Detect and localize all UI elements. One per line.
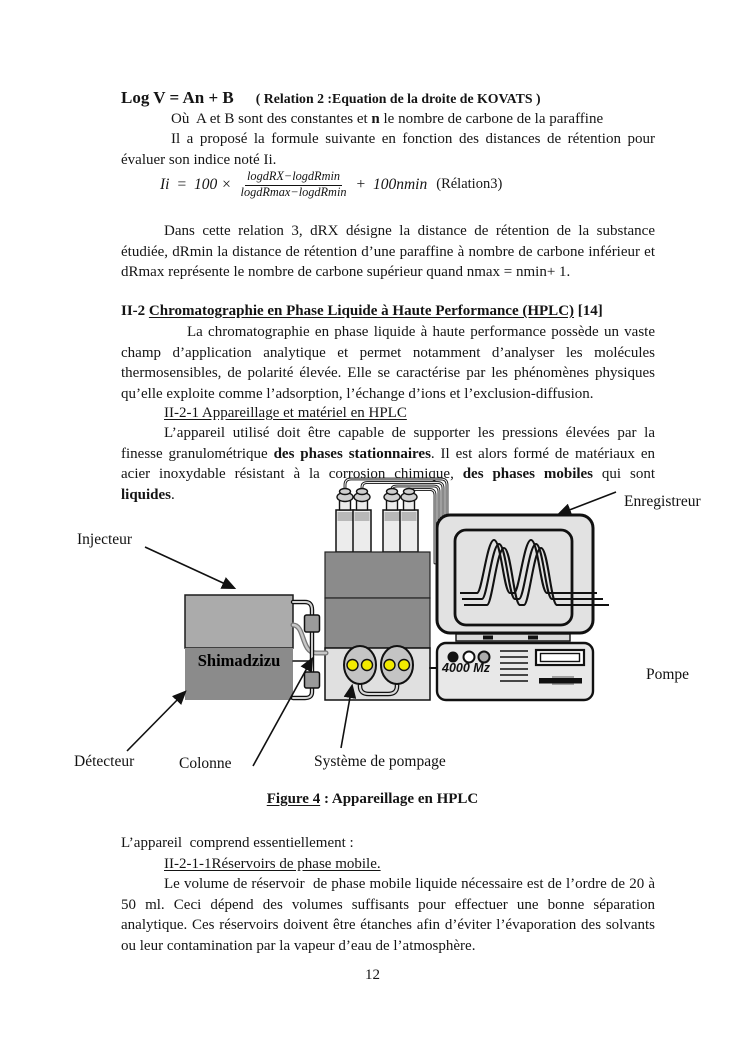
section-number: II-2	[121, 303, 149, 319]
formula-denominator: logdRmax−logdRmin	[240, 184, 347, 199]
kovats-equation: Log V = An + B	[121, 88, 234, 107]
bottle-4	[400, 489, 418, 553]
arrow-detecteur	[127, 692, 185, 751]
appareil-text-4: .	[171, 486, 175, 503]
drive-bar	[539, 678, 582, 684]
injector-module	[185, 595, 293, 700]
label-detecteur: Détecteur	[74, 753, 135, 770]
phases-mobiles-bold: des phases mobiles	[462, 466, 594, 482]
arrow-injecteur	[145, 547, 234, 588]
label-pompe: Pompe	[646, 666, 690, 683]
kovats-heading	[121, 88, 541, 108]
page-number: 12	[365, 967, 380, 983]
injector-top	[185, 595, 293, 648]
paragraph-volume: Le volume de réservoir de phase mobile liquide nécessaire est de l’ordre de 20 à 50 ml. Ceci dépend des volumes suffisants pour effectuer une bonne séparation analytique. Ces réservoirs doivent être étanches afin d’éviter l’évaporation des solvants ou leur contamination par la vapeur d’eau de l’atmosphère.	[121, 876, 655, 954]
pump-piston-3	[384, 660, 395, 671]
appareil-text-2: . Il est alors formé de matériaux en acier inoxydable résistant à la corrosion chimique,	[121, 445, 655, 482]
section-heading-hplc	[121, 301, 603, 322]
subsection-title: II-2-1 Appareillage et matériel en HPLC	[164, 405, 407, 421]
pump-module-mid	[325, 598, 430, 648]
bottle-3	[383, 489, 401, 553]
arrow-enregistreur	[559, 492, 616, 514]
kovats-formula	[160, 170, 502, 200]
label-colonne: Colonne	[179, 755, 232, 772]
formula-relation-label: (Rélation3)	[436, 176, 503, 193]
section-citation: [14]	[574, 303, 603, 319]
paragraph-comprend: L’appareil comprend essentiellement :	[121, 835, 354, 851]
pump-piston-2	[362, 660, 373, 671]
monitor	[437, 515, 609, 641]
formula-lhs: Ii	[160, 175, 170, 193]
pump-module-top	[325, 552, 430, 598]
kovats-relation-note: ( Relation 2 :Equation de la droite de KOVATS )	[255, 91, 541, 106]
paragraph-relation3: Dans cette relation 3, dRX désigne la distance de rétention de la substance étudiée, dRmin la distance de rétention d’une paraffine à nombre de carbone inférieur et dRmax représente le nombre de carbone supérieur quand nmax = nmin+ 1.	[121, 223, 655, 280]
label-systeme-pompage: Système de pompage	[314, 753, 446, 770]
pump-piston-1	[347, 660, 358, 671]
monitor-stand	[456, 634, 570, 641]
ou-text-end: le nombre de carbone de la paraffine	[379, 111, 604, 127]
stand-mark-1	[483, 636, 493, 640]
drive-slot	[536, 650, 584, 665]
liquides-bold: liquides	[121, 486, 172, 503]
stand-mark-2	[528, 636, 538, 640]
formula-tail: 100nmin	[372, 175, 428, 193]
hplc-figure	[0, 470, 745, 785]
pump-module	[325, 552, 430, 700]
ou-text: Où A et B sont des constantes et	[171, 111, 372, 127]
formula-numerator: logdRX−logdRmin	[245, 170, 342, 186]
kovats-constants-line	[171, 109, 603, 130]
label-enregistreur: Enregistreur	[624, 493, 701, 510]
appareil-text-1: L’appareil utilisé doit être capable de supporter les pressions élevées par la finesse granulométrique	[121, 425, 655, 462]
figure-caption-text: : Appareillage en HPLC	[320, 791, 479, 807]
appareil-text-3: qui sont	[593, 466, 655, 482]
paragraph-propose: Il a proposé la formule suivante en fonction des distances de rétention pour évaluer son indice noté Ii.	[121, 131, 655, 168]
formula-equals: =	[176, 175, 187, 193]
bottle-1	[336, 489, 354, 553]
section-title: Chromatographie en Phase Liquide à Haute Performance (HPLC)	[148, 303, 575, 319]
pump-piston-4	[399, 660, 410, 671]
formula-plus: +	[355, 175, 366, 193]
hplc-diagram	[0, 470, 745, 785]
phases-stationnaires-bold: des phases stationnaires	[273, 445, 431, 462]
label-device-model: 4000 Mz	[442, 661, 490, 675]
label-shimadzizu: Shimadzizu	[197, 651, 281, 670]
column-fitting-bottom	[305, 672, 320, 688]
column-fitting-top	[305, 615, 320, 632]
formula-coef: 100 ×	[193, 175, 232, 193]
figure-caption-number: Figure 4	[266, 791, 321, 807]
subsection-heading-appareillage	[164, 403, 407, 424]
label-injecteur: Injecteur	[77, 531, 133, 548]
figure-caption	[0, 791, 745, 808]
paragraph-hplc-intro: La chromatographie en phase liquide à haute performance possède un vaste champ d’application analytique et permet notamment d’analyser les molécules thermosensibles, de polarité élevée. Elle se caractérise par les phénomènes physiques qu’elle exploite comme l’adsorption, l’échange d’ions et l’exclusion-diffusion.	[121, 324, 655, 402]
formula-fraction	[239, 170, 349, 200]
bottle-2	[353, 489, 371, 553]
subsection-heading-reservoirs	[164, 854, 381, 875]
n-bold: n	[371, 111, 380, 127]
reservoirs-title: II-2-1-1Réservoirs de phase mobile.	[164, 856, 381, 872]
